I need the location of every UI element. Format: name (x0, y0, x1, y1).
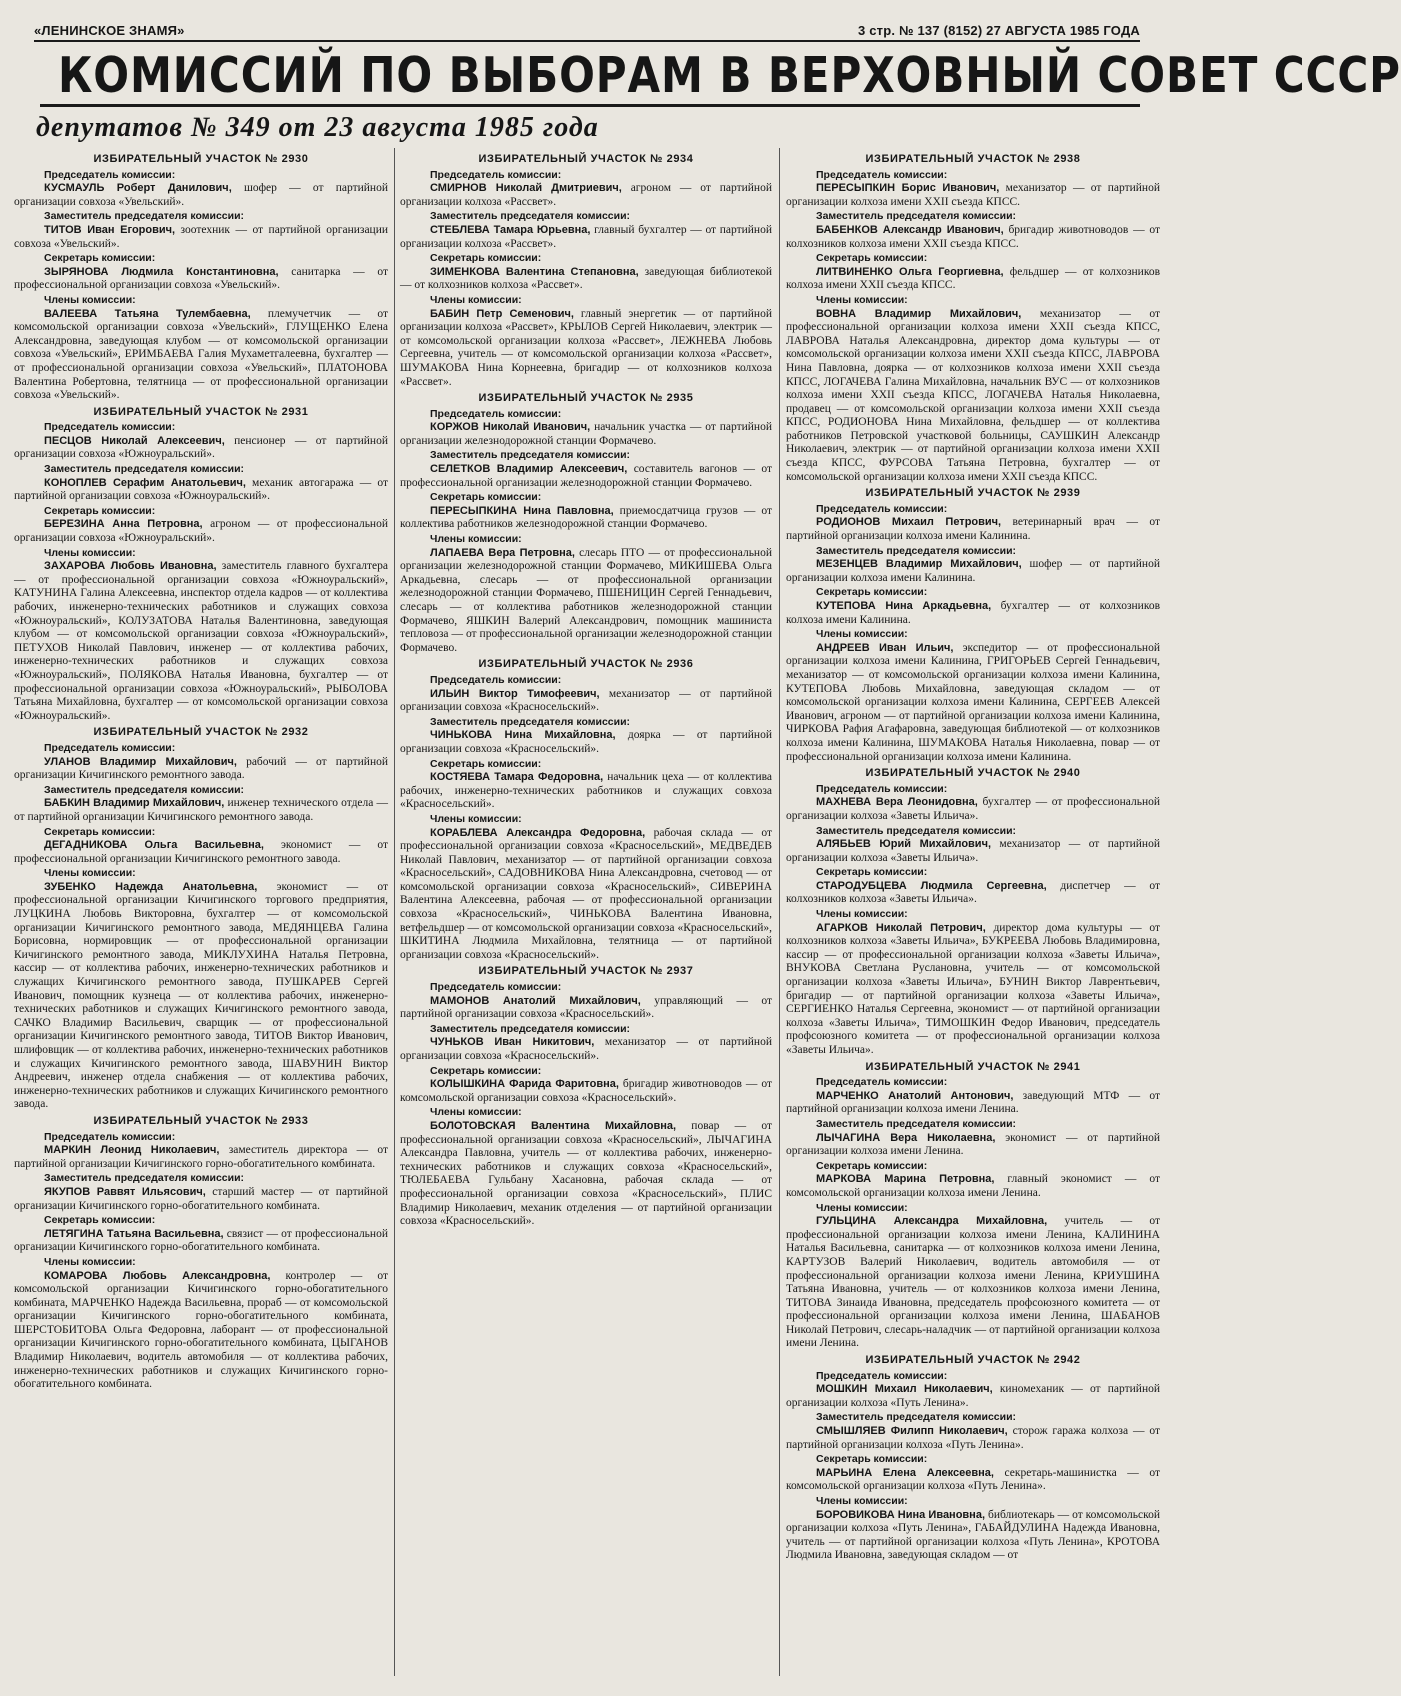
member-name: МАРКИН Леонид Николаевич, (44, 1144, 220, 1157)
precinct-title: ИЗБИРАТЕЛЬНЫЙ УЧАСТОК № 2942 (865, 1354, 1081, 1367)
role-label: Председатель комиссии: (430, 981, 562, 994)
member-name: МАХНЕВА Вера Леонидовна, (816, 796, 978, 809)
role-label: Председатель комиссии: (44, 741, 176, 754)
member-details: учитель — от профессиональной организации колхоза имени Ленина, КАЛИНИНА Наталья Васильевна, санитарка — от колхозников колхоза имени Ленина, КАРТУЗОВ Валерий Николаевич, водитель автомобиля — от профессиональной организации колхоза имени Ленина, КРИУШИНА Татьяна Ивановна, учитель — от колхозников колхоза имени Ленина, ТИТОВА Зинаида Ивановна, председатель профсоюзного комитета — от профессиональной организации колхоза имени Ленина, ШАБАНОВ Николай Петрович, слесарь-наладчик — от партийной организации колхоза имени Ленина. (786, 1215, 1160, 1350)
member-entry (786, 642, 1160, 764)
member-name: БАБКИН Владимир Михайлович, (44, 797, 225, 810)
member-details: бухгалтер — от профессиональной организации колхоза «Заветы Ильича». (786, 796, 1161, 822)
member-name: СМЫШЛЯЕВ Филипп Николаевич, (816, 1425, 1008, 1438)
member-entry (400, 1078, 772, 1105)
precinct-section (14, 1115, 388, 1392)
member-details: механизатор — от партийной организации колхоза имени XXII съезда КПСС. (786, 182, 1160, 208)
member-details: экономист — от партийной организации колхоза имени Ленина. (786, 1131, 1160, 1158)
page-title: КОМИССИЙ ПО ВЫБОРАМ В ВЕРХОВНЫЙ СОВЕТ СССР (58, 47, 1401, 104)
member-entry (786, 516, 1160, 543)
role-label: Секретарь комиссии: (816, 1159, 928, 1172)
precinct-section (786, 487, 1160, 764)
member-name: БЕРЕЗИНА Анна Петровна, (44, 518, 203, 531)
role-label: Члены комиссии: (44, 1255, 136, 1268)
member-name: КОНОПЛЕВ Серафим Анатольевич, (44, 476, 246, 489)
role-label: Председатель комиссии: (816, 168, 948, 181)
member-details: механизатор — от партийной организации колхоза «Заветы Ильича». (786, 838, 1160, 864)
member-entry (14, 797, 388, 824)
member-name: КОЛЫШКИНА Фарида Фаритовна, (430, 1078, 619, 1091)
precinct-title: ИЗБИРАТЕЛЬНЫЙ УЧАСТОК № 2941 (865, 1060, 1081, 1073)
member-entry (14, 1228, 388, 1255)
role-label: Члены комиссии: (430, 1106, 522, 1119)
precinct-section (400, 153, 772, 389)
member-name: МАМОНОВ Анатолий Михайлович, (430, 994, 641, 1007)
member-name: КОРЖОВ Николай Иванович, (430, 421, 591, 434)
role-label: Председатель комиссии: (44, 1130, 176, 1143)
member-details: бригадир животноводов — от колхозников колхоза имени XXII съезда КПСС. (786, 223, 1160, 250)
member-name: КОСТЯЕВА Тамара Федоровна, (430, 771, 604, 784)
member-entry (400, 1120, 772, 1229)
member-details: механизатор — от партийной организации совхоза «Красносельский». (400, 687, 773, 714)
member-entry (786, 224, 1160, 251)
member-entry (400, 827, 772, 963)
member-details: киномеханик — от партийной организации колхоза «Путь Ленина». (786, 1383, 1160, 1409)
role-label: Председатель комиссии: (430, 407, 562, 420)
member-name: СМИРНОВ Николай Дмитриевич, (430, 182, 622, 195)
role-label: Секретарь комиссии: (816, 586, 928, 599)
precinct-section (786, 767, 1160, 1057)
member-name: БОЛОТОВСКАЯ Валентина Михайловна, (430, 1119, 677, 1132)
precinct-section (400, 965, 772, 1228)
role-label: Заместитель председателя комиссии: (44, 783, 245, 796)
role-label: Заместитель председателя комиссии: (430, 715, 631, 728)
role-label: Секретарь комиссии: (430, 757, 542, 770)
member-entry (400, 266, 772, 293)
member-details: повар — от профессиональной организации совхоза «Красносельский», ЛЫЧАГИНА Александра Павловна, учитель — от коллектива рабочих, инженерно-технических работников и служащих совхоза «Красносельский», ТЮЛЕБАЕВА Гульбану Хасановна, рабочая склада — от профессиональной организации совхоза «Красносельский», ПЛИС Владимир Николаевич, механик отделения — от партийной организации совхоза «Красносельский». (400, 1119, 772, 1228)
member-name: ЧУНЬКОВ Иван Никитович, (430, 1036, 595, 1049)
page-header (34, 20, 1140, 42)
member-details: шофер — от партийной организации колхоза имени Калинина. (786, 558, 1160, 584)
role-label: Члены комиссии: (44, 293, 136, 306)
role-label: Секретарь комиссии: (44, 252, 156, 265)
member-name: ЧИНЬКОВА Нина Михайловна, (430, 729, 616, 742)
member-details: начальник цеха — от коллектива рабочих, инженерно-технических работников и служащих совхоза «Красносельский». (400, 771, 772, 811)
precinct-section (14, 406, 388, 724)
member-name: МОШКИН Михаил Николаевич, (816, 1383, 993, 1396)
member-details: главный бухгалтер — от партийной организации колхоза «Рассвет». (400, 223, 772, 250)
member-entry (400, 729, 772, 756)
role-label: Секретарь комиссии: (816, 252, 928, 265)
member-details: экономист — от профессиональной организации Кичигинского торгового предприятия, ЛУЦКИНА Любовь Викторовна, бухгалтер — от комсомольской организации Кичигинского ремонтного завода, МЕДЯНЦЕВА Галина Борисовна, нормировщик — от профессиональной организации Кичигинского ремонтного завода, МИКЛУХИНА Наталья Петровна, кассир — от коллектива рабочих, инженерно-технических работников и служащих Кичигинского ремонтного завода, ПУШКАРЕВ Сергей Иванович, помощник кузнеца — от коллектива рабочих, инженерно-технических работников и служащих Кичигинского ремонтного завода, САЧКО Владимир Васильевич, сварщик — от профессиональной организации Кичигинского ремонтного завода, ТИТОВ Виктор Иванович, шлифовщик — от коллектива рабочих, инженерно-технических работников и служащих Кичигинского ремонтного завода, ШАВУНИН Виктор Андреевич, инженер отдела снабжения — от коллектива рабочих, инженерно-технических работников и служащих Кичигинского ремонтного завода. (14, 880, 389, 1111)
member-entry (786, 1425, 1160, 1452)
member-entry (786, 880, 1160, 907)
precinct-section (786, 153, 1160, 484)
member-entry (786, 308, 1160, 485)
member-name: ИЛЬИН Виктор Тимофеевич, (430, 687, 600, 700)
member-name: ГУЛЬЦИНА Александра Михайловна, (816, 1215, 1048, 1228)
member-details: составитель вагонов — от профессиональной организации железнодорожной станции Формачево. (400, 463, 772, 489)
member-entry (14, 477, 388, 504)
member-entry (786, 1173, 1160, 1200)
member-entry (400, 505, 772, 532)
member-name: КУСМАУЛЬ Роберт Данилович, (44, 182, 232, 195)
precinct-title: ИЗБИРАТЕЛЬНЫЙ УЧАСТОК № 2938 (865, 153, 1081, 165)
role-label: Заместитель председателя комиссии: (430, 1022, 631, 1035)
role-label: Заместитель председателя комиссии: (44, 210, 245, 223)
member-details: шофер — от партийной организации совхоза «Увельский». (14, 182, 388, 208)
member-details: санитарка — от профессиональной организации совхоза «Увельский». (14, 265, 388, 292)
member-name: ДЕГАДНИКОВА Ольга Васильевна, (44, 839, 264, 852)
role-label: Члены комиссии: (430, 293, 522, 306)
member-name: АЛЯБЬЕВ Юрий Михайлович, (816, 838, 992, 851)
member-name: КОРАБЛЕВА Александра Федоровна, (430, 826, 646, 839)
role-label: Секретарь комиссии: (430, 491, 542, 504)
member-details: рабочий — от партийной организации Кичигинского ремонтного завода. (14, 755, 388, 782)
member-name: ЛЕТЯГИНА Татьяна Васильевна, (44, 1227, 224, 1240)
member-name: АГАРКОВ Николай Петрович, (816, 921, 986, 934)
member-details: доярка — от партийной организации совхоза «Красносельский». (400, 729, 772, 755)
member-entry (786, 600, 1160, 627)
role-label: Председатель комиссии: (816, 1369, 948, 1382)
issue-info: 3 стр. № 137 (8152) 27 АВГУСТА 1985 ГОДА (857, 22, 1140, 38)
role-label: Председатель комиссии: (816, 782, 948, 795)
member-name: РОДИОНОВ Михаил Петрович, (816, 516, 1002, 529)
role-label: Члены комиссии: (430, 812, 522, 825)
page-subtitle: депутатов № 349 от 23 августа 1985 года (36, 112, 599, 143)
member-details: механизатор — от профессиональной организации колхоза имени XXII съезда КПСС, ЛАВРОВА Наталья Александровна, директор дома культуры — от комсомольской организации колхоза имени XXII съезда КПСС, ЛАВРОВА Нина Павловна, доярка — от колхозников колхоза имени XXII съезда КПСС, ЛОГАЧЕВА Галина Михайловна, начальник ВУС — от колхозников колхоза имени XXII съезда КПСС, ЛОГАЧЕВА Наталья Николаевна, продавец — от комсомольской организации колхоза имени XXII съезда КПСС, РОДИОНОВА Нина Михайловна, фельдшер — от коллектива работников Петровской участковой больницы, САУШКИН Александр Николаевич, электрик — от партийной организации колхоза имени XXII съезда КПСС, ФУРСОВА Татьяна Петровна, бухгалтер — от комсомольской организации колхоза имени XXII съезда КПСС. (786, 307, 1160, 483)
role-label: Члены комиссии: (816, 628, 908, 641)
role-label: Члены комиссии: (44, 546, 136, 559)
member-name: УЛАНОВ Владимир Михайлович, (44, 755, 237, 768)
column-divider (779, 148, 780, 1676)
member-name: ЗИМЕНКОВА Валентина Степановна, (430, 265, 639, 278)
member-details: механизатор — от партийной организации совхоза «Красносельский». (400, 1036, 772, 1062)
member-details: заместитель главного бухгалтера — от профессиональной организации совхоза «Южноуральский», КАТУНИНА Галина Алексеевна, инспектор отдела кадров — от коллектива рабочих, инженерно-технических работников и служащих совхоза «Южноуральский», КОЛУЗАТОВА Наталья Валентиновна, заведующая клубом — от комсомольской организации совхоза «Южноуральский», ПЕТУХОВ Николай Павлович, инженер — от коллектива рабочих, инженерно-технических работников и служащих совхоза «Южноуральский», ПОЛЯКОВА Наталья Ивановна, бухгалтер — от профессиональной организации совхоза «Южноуральский», РЫБОЛОВА Татьяна Михайловна, бухгалтер — от комсомольской организации совхоза «Южноуральский». (14, 560, 389, 722)
precinct-section (786, 1354, 1160, 1563)
member-entry (14, 1186, 388, 1213)
member-details: контролер — от комсомольской организации Кичигинского горно-обогатительного комбината, МАРЧЕНКО Надежда Васильевна, прораб — от комсомольской организации Кичигинского горно-обогатительного комбината, ШЕРСТОБИТОВА Ольга Федоровна, лаборант — от профессиональной организации Кичигинского горно-обогатительного комбината, ЦЫГАНОВ Владимир Николаевич, водитель автомобиля — от коллектива рабочих, инженерно-технических работников и служащих Кичигинского горно-обогатительного комбината. (14, 1269, 388, 1391)
member-name: ВОВНА Владимир Михайлович, (816, 307, 1022, 320)
precinct-title: ИЗБИРАТЕЛЬНЫЙ УЧАСТОК № 2930 (93, 153, 309, 165)
member-details: механик автогаража — от партийной организации совхоза «Южноуральский». (14, 476, 388, 503)
member-details: старший мастер — от партийной организации Кичигинского горно-обогатительного комбината. (14, 1185, 388, 1212)
role-label: Секретарь комиссии: (44, 1214, 156, 1227)
precinct-section (400, 392, 772, 655)
member-entry (400, 463, 772, 490)
role-label: Члены комиссии: (44, 867, 136, 880)
member-details: сторож гаража колхоза — от партийной организации колхоза «Путь Ленина». (786, 1425, 1160, 1451)
precinct-title: ИЗБИРАТЕЛЬНЫЙ УЧАСТОК № 2935 (478, 392, 694, 405)
member-name: БАБЕНКОВ Александр Иванович, (816, 223, 1004, 236)
member-name: ЛАПАЕВА Вера Петровна, (430, 546, 575, 559)
member-entry (400, 771, 772, 812)
member-name: АНДРЕЕВ Иван Ильич, (816, 641, 954, 654)
member-entry (400, 224, 772, 251)
member-entry (400, 182, 772, 209)
member-details: главный экономист — от комсомольской организации колхоза имени Ленина. (786, 1173, 1160, 1199)
member-details: зоотехник — от партийной организации совхоза «Увельский». (14, 223, 389, 250)
member-entry (14, 266, 388, 293)
member-name: ТИТОВ Иван Егорович, (44, 223, 176, 236)
member-entry (400, 421, 772, 448)
role-label: Заместитель председателя комиссии: (44, 1172, 245, 1185)
member-name: ЯКУПОВ Раввят Ильясович, (44, 1185, 206, 1198)
role-label: Члены комиссии: (816, 908, 908, 921)
role-label: Заместитель председателя комиссии: (430, 210, 631, 223)
precinct-title: ИЗБИРАТЕЛЬНЫЙ УЧАСТОК № 2937 (478, 965, 694, 978)
member-name: ВАЛЕЕВА Татьяна Тулембаевна, (44, 307, 251, 320)
column-2 (400, 150, 772, 1680)
role-label: Заместитель председателя комиссии: (816, 544, 1017, 557)
member-entry (786, 1509, 1160, 1563)
member-name: МАРКОВА Марина Петровна, (816, 1173, 995, 1186)
role-label: Заместитель председателя комиссии: (816, 1411, 1017, 1424)
member-entry (400, 688, 772, 715)
member-details: агроном — от партийной организации колхоза «Рассвет». (400, 182, 772, 208)
member-entry (14, 518, 388, 545)
member-entry (14, 560, 388, 723)
member-name: БОРОВИКОВА Нина Ивановна, (816, 1508, 986, 1521)
member-entry (786, 1383, 1160, 1410)
member-details: ветеринарный врач — от партийной организации колхоза имени Калинина. (786, 516, 1161, 543)
member-details: экспедитор — от профессиональной организации колхоза имени Калинина, ГРИГОРЬЕВ Сергей Геннадьевич, механизатор — от комсомольской организации колхоза имени Калинина, КУТЕПОВА Любовь Михайловна, заведующая складом — от комсомольской организации колхоза имени Калинина, СЕРГЕЕВ Алексей Иванович, агроном — от партийной организации колхоза имени Калинина, ЧИРКОВА Рафия Агафаровна, заведующая библиотекой — от колхозников колхоза имени Калинина, ШУМАКОВА Наталья Николаевна, повар — от профессиональной организации колхоза имени Калинина. (786, 641, 1160, 763)
member-details: фельдшер — от колхозников колхоза имени XXII съезда КПСС. (786, 265, 1160, 292)
member-details: инженер технического отдела — от партийной организации Кичигинского ремонтного завода. (14, 797, 388, 823)
member-details: секретарь-машинистка — от комсомольской организации колхоза «Путь Ленина». (786, 1466, 1161, 1493)
member-name: ЛИТВИНЕНКО Ольга Георгиевна, (816, 265, 1004, 278)
member-details: экономист — от профессиональной организации Кичигинского ремонтного завода. (14, 839, 389, 865)
member-entry (14, 435, 388, 462)
role-label: Заместитель председателя комиссии: (816, 824, 1017, 837)
member-details: рабочая склада — от профессиональной организации совхоза «Красносельский», МЕДВЕДЕВ Николай Павлович, механизатор — от партийной организации совхоза «Красносельский», САДОВНИКОВА Нина Александровна, счетовод — от комсомольской организации совхоза «Красносельский», СИВЕРИНА Валентина Алексеевна, рабочая — от профессиональной организации совхоза «Красносельский», ЧИНЬКОВА Валентина Ивановна, ветфельдшер — от комсомольской организации совхоза «Красносельский», ШКИТИНА Людмила Михайловна, телятница — от партийной организации совхоза «Красносельский». (400, 826, 772, 961)
role-label: Секретарь комиссии: (44, 825, 156, 838)
member-name: ЛЫЧАГИНА Вера Николаевна, (816, 1131, 996, 1144)
role-label: Председатель комиссии: (816, 1076, 948, 1089)
precinct-title: ИЗБИРАТЕЛЬНЫЙ УЧАСТОК № 2934 (478, 153, 694, 165)
member-entry (400, 547, 772, 656)
member-entry (14, 1270, 388, 1392)
member-entry (786, 266, 1160, 293)
member-details: заведующий МТФ — от партийной организации колхоза имени Ленина. (786, 1089, 1160, 1116)
member-name: МЕЗЕНЦЕВ Владимир Михайлович, (816, 558, 1022, 571)
member-entry (786, 796, 1160, 823)
title-rule (40, 104, 1140, 107)
member-name: СЕЛЕТКОВ Владимир Алексеевич, (430, 463, 628, 476)
member-entry (786, 558, 1160, 585)
member-details: племучетчик — от комсомольской организации совхоза «Увельский», ГЛУЩЕНКО Елена Александровна, заведующая клубом — от комсомольской организации совхоза «Увельский», ЕРИМБАЕВА Галия Мухаметгалеевна, бухгалтер — от профессиональной организации совхоза «Увельский», ПЛАТОНОВА Валентина Робертовна, телятница — от профессиональной организации совхоза «Увельский». (14, 307, 388, 402)
member-name: СТАРОДУБЦЕВА Людмила Сергеевна, (816, 879, 1047, 892)
column-3 (786, 150, 1160, 1680)
member-entry (786, 922, 1160, 1058)
member-name: КУТЕПОВА Нина Аркадьевна, (816, 600, 992, 612)
precinct-title: ИЗБИРАТЕЛЬНЫЙ УЧАСТОК № 2931 (93, 405, 309, 418)
precinct-title: ИЗБИРАТЕЛЬНЫЙ УЧАСТОК № 2936 (478, 658, 694, 671)
member-name: БАБИН Петр Семенович, (430, 307, 574, 320)
column-1 (14, 150, 388, 1680)
member-details: агроном — от профессиональной организации совхоза «Южноуральский». (14, 518, 388, 545)
member-entry (786, 1090, 1160, 1117)
member-entry (786, 1132, 1160, 1159)
role-label: Секретарь комиссии: (816, 1453, 928, 1466)
precinct-title: ИЗБИРАТЕЛЬНЫЙ УЧАСТОК № 2939 (865, 487, 1081, 500)
member-details: начальник участка — от партийной организации железнодорожной станции Формачево. (400, 421, 772, 447)
role-label: Председатель комиссии: (44, 168, 176, 181)
precinct-section (14, 153, 388, 403)
role-label: Члены комиссии: (816, 1201, 908, 1214)
precinct-title: ИЗБИРАТЕЛЬНЫЙ УЧАСТОК № 2940 (865, 767, 1081, 780)
member-details: бригадир животноводов — от комсомольской организации совхоза «Красносельский». (400, 1078, 772, 1104)
member-name: ЗУБЕНКО Надежда Анатольевна, (44, 880, 258, 893)
role-label: Председатель комиссии: (430, 673, 562, 686)
member-details: главный энергетик — от партийной организации колхоза «Рассвет», КРЫЛОВ Сергей Николаевич, электрик — от комсомольской организации колхоза «Рассвет», ЛЕЖНЕВА Любовь Сергеевна, учитель — от комсомольской организации колхоза «Рассвет», ШУМАКОВА Нина Корнеевна, бригадир — от колхозников колхоза «Рассвет». (400, 307, 772, 388)
role-label: Члены комиссии: (816, 1495, 908, 1507)
member-entry (14, 182, 388, 209)
role-label: Заместитель председателя комиссии: (44, 463, 245, 476)
member-details: библиотекарь — от комсомольской организации колхоза «Путь Ленина», ГАБАЙДУЛИНА Надежда Ивановна, учитель — от партийной организации колхоза «Путь Ленина», КРОТОВА Людмила Ивановна, заведующая складом — от (786, 1508, 1160, 1562)
member-details: слесарь ПТО — от профессиональной организации железнодорожной станции Формачево, МИКИШЕВА Ольга Аркадьевна, слесарь — от профессиональной организации железнодорожной станции Формачево, ПШЕНИЦИН Сергей Геннадьевич, слесарь — от коллектива работников железнодорожной станции Формачево, ЯШКИН Валерий Александрович, помощник машиниста тепловоза — от профессиональной организации железнодорожной станции Формачево. (400, 546, 772, 654)
precinct-section (786, 1061, 1160, 1351)
member-name: МАРЧЕНКО Анатолий Антонович, (816, 1089, 1014, 1102)
member-entry (786, 182, 1160, 209)
member-name: СТЕБЛЕВА Тамара Юрьевна, (430, 223, 591, 236)
member-details: диспетчер — от колхозников колхоза «Заветы Ильича». (786, 879, 1160, 906)
member-name: КОМАРОВА Любовь Александровна, (44, 1269, 271, 1282)
role-label: Секретарь комиссии: (430, 252, 542, 265)
role-label: Заместитель председателя комиссии: (816, 1117, 1017, 1130)
member-entry (14, 1144, 388, 1171)
member-details: управляющий — от партийной организации совхоза «Красносельский». (400, 994, 772, 1021)
member-details: заместитель директора — от партийной организации Кичигинского горно-обогатительного комбината. (14, 1144, 388, 1170)
member-name: ЗЫРЯНОВА Людмила Константиновна, (44, 265, 279, 278)
member-details: заведующая библиотекой — от колхозников колхоза «Рассвет». (400, 265, 772, 292)
member-name: ПЕРЕСЫПКИНА Нина Павловна, (430, 504, 614, 517)
precinct-section (400, 658, 772, 962)
precinct-title: ИЗБИРАТЕЛЬНЫЙ УЧАСТОК № 2933 (93, 1114, 309, 1127)
precinct-section (14, 726, 388, 1112)
member-name: ПЕСЦОВ Николай Алексеевич, (44, 434, 225, 447)
member-entry (14, 224, 388, 251)
member-entry (14, 839, 388, 866)
precinct-title: ИЗБИРАТЕЛЬНЫЙ УЧАСТОК № 2932 (93, 726, 309, 739)
member-entry (400, 1036, 772, 1063)
member-details: бухгалтер — от колхозников колхоза имени Калинина. (786, 600, 1161, 626)
member-entry (786, 1467, 1160, 1494)
member-entry (786, 1215, 1160, 1351)
member-entry (14, 756, 388, 783)
member-name: ПЕРЕСЫПКИН Борис Иванович, (816, 182, 1000, 195)
role-label: Секретарь комиссии: (430, 1064, 542, 1077)
member-name: МАРЬИНА Елена Алексеевна, (816, 1466, 994, 1479)
member-details: пенсионер — от партийной организации совхоза «Южноуральский». (14, 434, 388, 461)
role-label: Члены комиссии: (430, 533, 522, 546)
member-details: приемосдатчица грузов — от коллектива работников железнодорожной станции Формачево. (400, 504, 772, 531)
role-label: Секретарь комиссии: (44, 504, 156, 517)
role-label: Секретарь комиссии: (816, 866, 928, 879)
member-entry (14, 308, 388, 403)
role-label: Заместитель председателя комиссии: (430, 449, 631, 462)
role-label: Заместитель председателя комиссии: (816, 210, 1017, 223)
member-entry (400, 308, 772, 390)
role-label: Члены комиссии: (816, 293, 908, 306)
member-entry (14, 881, 388, 1112)
column-divider (394, 148, 395, 1676)
newspaper-name: «ЛЕНИНСКОЕ ЗНАМЯ» (34, 22, 185, 38)
member-details: связист — от профессиональной организации Кичигинского горно-обогатительного комбината. (14, 1227, 388, 1254)
member-entry (786, 838, 1160, 865)
role-label: Председатель комиссии: (430, 168, 562, 181)
role-label: Председатель комиссии: (44, 421, 176, 434)
member-name: ЗАХАРОВА Любовь Ивановна, (44, 560, 217, 573)
member-entry (400, 995, 772, 1022)
member-details: директор дома культуры — от колхозников колхоза «Заветы Ильича», БУКРЕЕВА Любовь Владимировна, кассир — от профессиональной организации колхоза «Заветы Ильича», ВНУКОВА Светлана Руслановна, учитель — от комсомольской организации колхоза «Заветы Ильича», БУНИН Виктор Лаврентьевич, бригадир — от партийной организации колхоза «Заветы Ильича», СЕРГИЕНКО Наталья Сергеевна, экономист — от партийной организации колхоза «Заветы Ильича», ТИМОШКИН Федор Иванович, председатель профсоюзного комитета — от профессиональной организации колхоза «Заветы Ильича». (786, 921, 1160, 1056)
role-label: Председатель комиссии: (816, 502, 948, 515)
